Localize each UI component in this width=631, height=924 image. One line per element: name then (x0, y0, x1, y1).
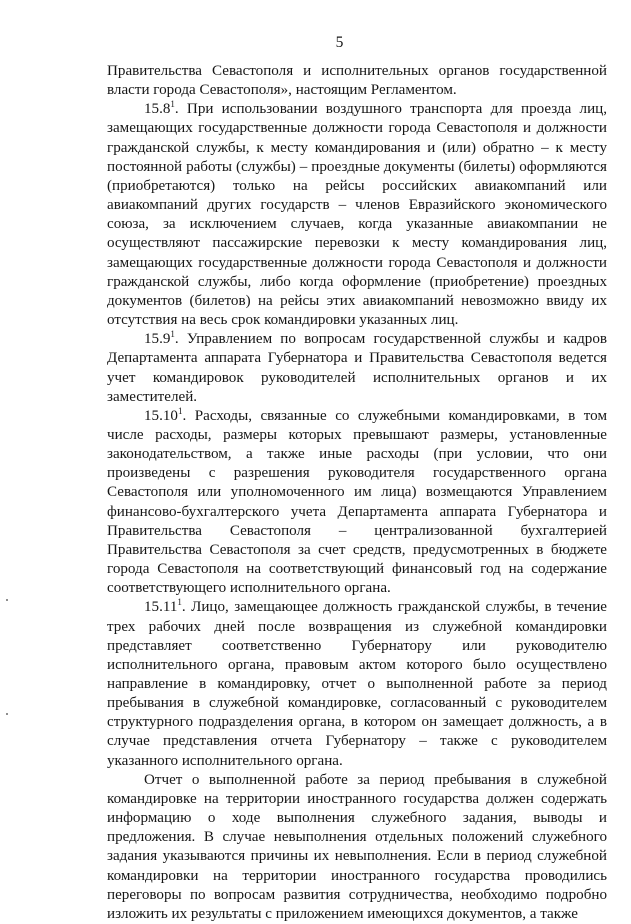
paragraph-report-content (107, 771, 607, 924)
clause-superscript: 1 (177, 405, 183, 416)
paragraph-text: . Расходы, связанные со служебными командировками, в том числе расходы, размеры которых превышают размеры, установленные законодательством, а также иные расходы (при условии, что они произведены с разрешения руководителя государственного органа Севастополя или уполномоченного им лица) возмещаются Управлением финансово-бухгалтерского учета Департамента аппарата Губернатора и Правительства Севастополя – централизованной бухгалтерией Правительства Севастополя за счет средств, предусмотренных в бюджете города Севастополя на соответствующий финансовый год на содержание соответствующего исполнительного органа. (107, 407, 607, 597)
page-number: 5 (335, 34, 344, 51)
paragraph-15-8-1 (107, 100, 607, 330)
paragraph-text: . Управлением по вопросам государственной службы и кадров Департамента аппарата Губернатора и Правительства Севастополя ведется учет командировок руководителей исполнительных органов и их заместителей. (107, 331, 607, 405)
paragraph-15-11-1 (107, 598, 607, 770)
paragraph-15-9-1 (107, 330, 607, 407)
scan-speck (6, 713, 8, 715)
clause-number: 15.8 (144, 101, 171, 118)
clause-number: 15.9 (144, 331, 171, 348)
paragraph-text: . При использовании воздушного транспорта для проезда лиц, замещающих государственные должности города Севастополя и должности гражданской службы, к месту командирования и (или) обратно – к месту постоянной работы (службы) – проездные документы (билеты) оформляются (приобретаются) только на рейсы российских авиакомпаний или авиакомпаний других государств – членов Евразийского экономического союза, за исключением случаев, когда указанные авиакомпании не осуществляют пассажирские перевозки к месту командирования лиц, замещающих государственные должности города Севастополя и должности гражданской службы, либо когда оформление (приобретение) проездных документов (билетов) на рейсы этих авиакомпаний невозможно ввиду их отсутствия на весь срок командировки указанных лиц. (107, 101, 607, 329)
paragraph-15-10-1 (107, 407, 607, 599)
clause-superscript: 1 (177, 597, 182, 608)
clause-superscript: 1 (170, 99, 175, 110)
paragraph-continuation (107, 62, 607, 100)
paragraph-text: Правительства Севастополя и исполнительных органов государственной власти города Севастополя», настоящим Регламентом. (107, 63, 607, 99)
paragraph-text: Отчет о выполненной работе за период пребывания в служебной командировке на территории иностранного государства должен содержать информацию о ходе выполнения служебного задания, выводы и предложения. В случае невыполнения отдельных положений служебного задания указываются причины их невыполнения. Если в период служебной командировки на территории иностранного государства проводились переговоры по вопросам развития сотрудничества, необходимо подробно изложить их результаты с приложением имеющихся документов, а также (107, 771, 607, 922)
clause-superscript: 1 (170, 329, 175, 340)
paragraph-text: . Лицо, замещающее должность гражданской службы, в течение трех рабочих дней после возвращения из служебной командировки представляет соответственно Губернатору или руководителю исполнительного органа, правовым актом которого было осуществлено направление в командировку, отчет о выполненной работе за период пребывания в служебной командировке, согласованный с руководителем структурного подразделения органа, в котором он замещает должность, а в случае представления отчета Губернатору – также с руководителем указанного исполнительного органа. (107, 599, 607, 769)
clause-number: 15.11 (144, 599, 178, 616)
document-body (107, 62, 607, 924)
clause-number: 15.10 (144, 407, 178, 424)
scan-speck (6, 599, 8, 601)
